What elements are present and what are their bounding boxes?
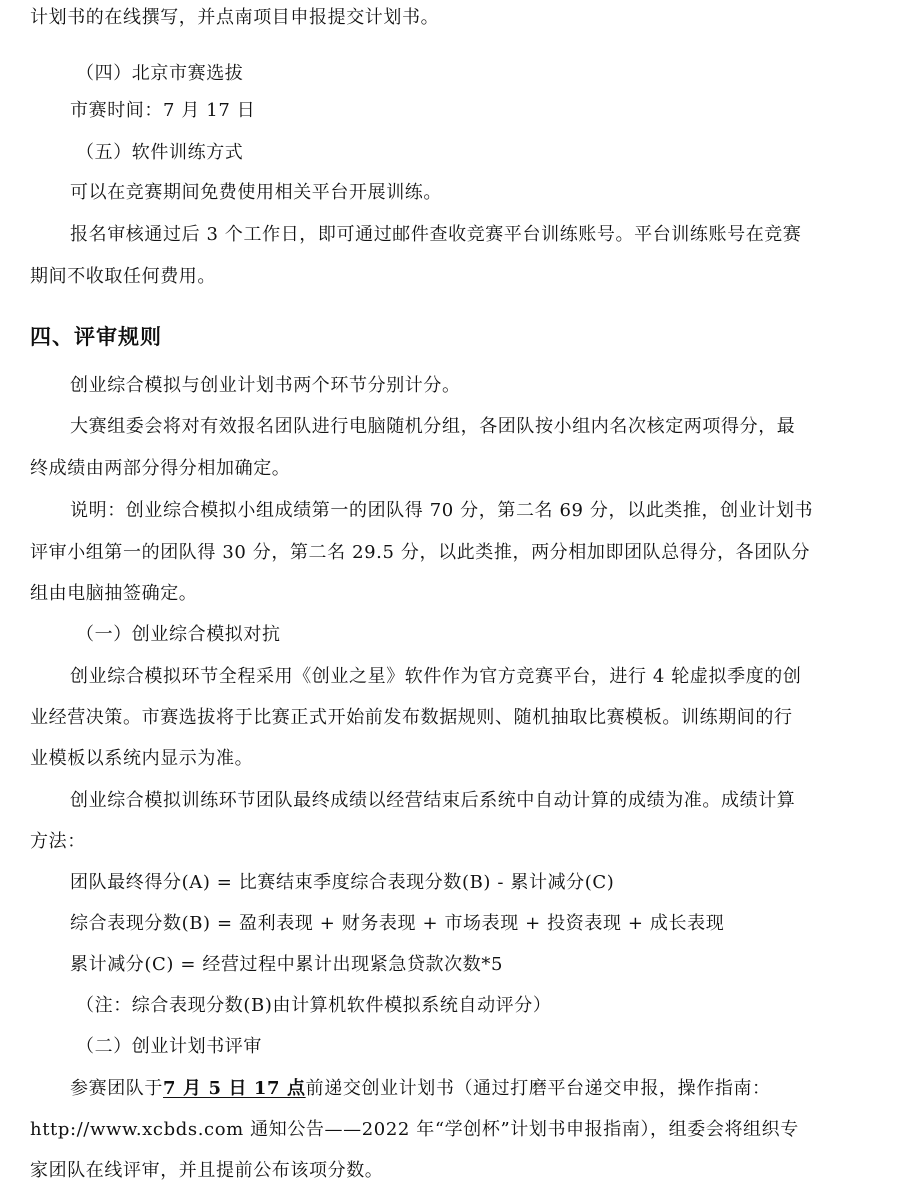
text-line: 方法： — [30, 831, 86, 852]
text-line: 报名审核通过后 3 个工作日，即可通过邮件查收竞赛平台训练账号。平台训练账号在竞赛 — [70, 224, 802, 245]
text-line: 业经营决策。市赛选拔将于比赛正式开始前发布数据规则、随机抽取比赛模板。训练期间的行 — [30, 707, 793, 728]
subsection-heading: （四）北京市赛选拔 — [76, 63, 244, 84]
text-line: 说明：创业综合模拟小组成绩第一的团队得 70 分，第二名 69 分，以此类推，创业计划书 — [70, 500, 814, 521]
text-line: http://www.xcbds.com 通知公告——2022 年“学创杯”计划书申报指南），组委会将组织专 — [30, 1119, 799, 1140]
text-line: 创业综合模拟环节全程采用《创业之星》软件作为官方竞赛平台，进行 4 轮虚拟季度的创 — [70, 666, 802, 687]
text-segment: 前递交创业计划书（通过打磨平台递交申报，操作指南： — [305, 1078, 771, 1099]
subsection-heading: （五）软件训练方式 — [76, 142, 244, 163]
subsection-heading: （一）创业综合模拟对抗 — [76, 624, 281, 645]
text-line: 可以在竞赛期间免费使用相关平台开展训练。 — [70, 182, 442, 203]
deadline-line — [70, 1076, 771, 1102]
text-line: 市赛时间：7 月 17 日 — [70, 100, 256, 121]
deadline-highlight: 7 月 5 日 17 点 — [163, 1078, 306, 1099]
text-line: 期间不收取任何费用。 — [30, 266, 216, 287]
subsection-heading: （二）创业计划书评审 — [76, 1036, 262, 1057]
text-segment: 参赛团队于 — [70, 1078, 163, 1099]
text-line: 评审小组第一的团队得 30 分，第二名 29.5 分，以此类推，两分相加即团队总得分，各团队分 — [30, 542, 811, 563]
note-line: （注：综合表现分数(B)由计算机软件模拟系统自动评分） — [76, 995, 552, 1016]
text-line: 创业综合模拟与创业计划书两个环节分别计分。 — [70, 375, 461, 396]
text-line: 大赛组委会将对有效报名团队进行电脑随机分组，各团队按小组内名次核定两项得分，最 — [70, 416, 796, 437]
formula-line: 综合表现分数(B) = 盈利表现 + 财务表现 + 市场表现 + 投资表现 + 成长表现 — [70, 913, 725, 934]
formula-line: 累计减分(C) = 经营过程中累计出现紧急贷款次数*5 — [70, 954, 503, 975]
section-heading: 四、评审规则 — [30, 325, 162, 349]
text-line: 家团队在线评审，并且提前公布该项分数。 — [30, 1160, 384, 1181]
text-line: 业模板以系统内显示为准。 — [30, 748, 254, 769]
text-line: 创业综合模拟训练环节团队最终成绩以经营结束后系统中自动计算的成绩为准。成绩计算 — [70, 790, 796, 811]
text-line: 计划书的在线撰写，并点南项目申报提交计划书。 — [30, 7, 440, 28]
formula-line: 团队最终得分(A) = 比赛结束季度综合表现分数(B) - 累计减分(C) — [70, 872, 615, 893]
text-line: 组由电脑抽签确定。 — [30, 583, 198, 604]
text-line: 终成绩由两部分得分相加确定。 — [30, 458, 291, 479]
